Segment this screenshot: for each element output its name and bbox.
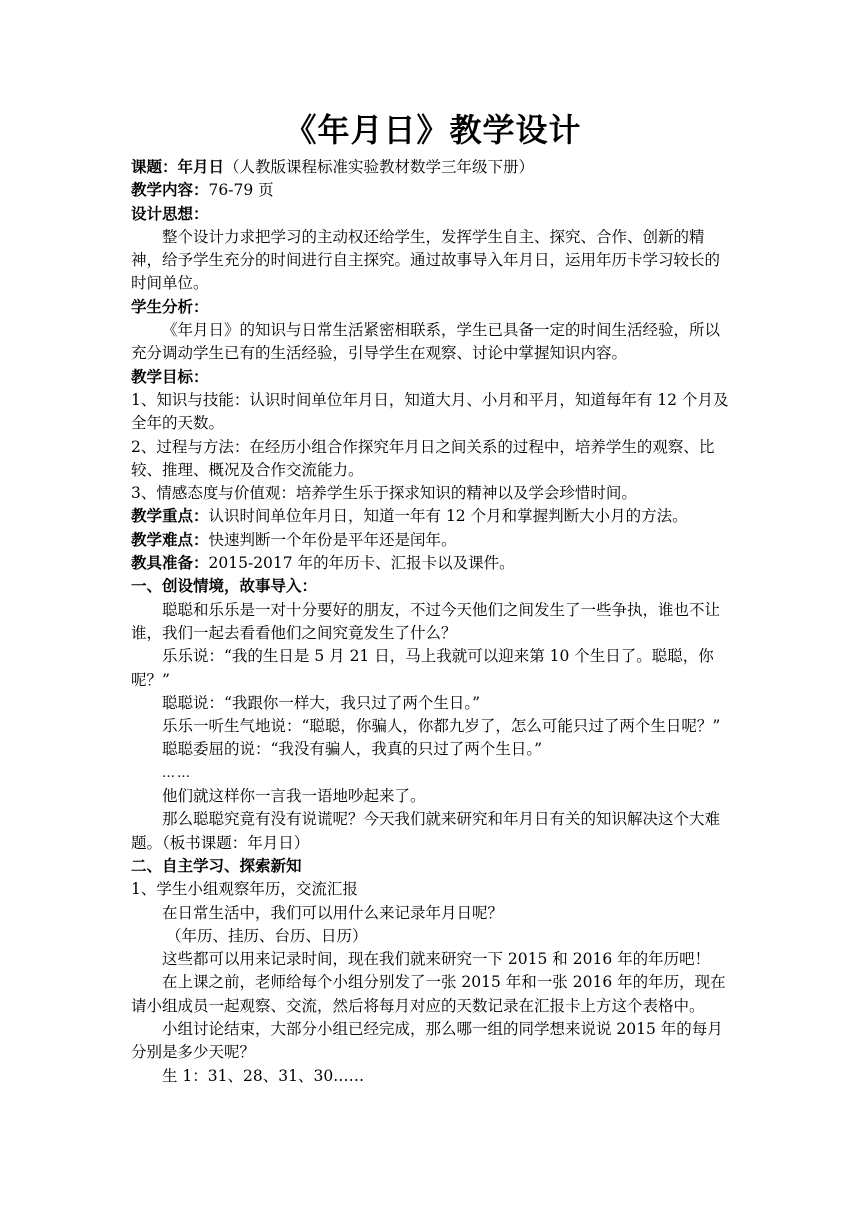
topic-text: （人教版课程标准实验教材数学三年级下册） <box>224 158 535 176</box>
story-paragraph: 那么聪聪究竟有没有说谎呢？今天我们就来研究和年月日有关的知识解决这个大难题。（板书课题：年月日） <box>131 810 721 852</box>
key-text: 认识时间单位年月日，知道一年有 12 个月和掌握判断大小月的方法。 <box>208 507 688 526</box>
design-heading: 设计思想： <box>131 204 209 223</box>
story-paragraph: 聪聪委屈的说：“我没有骗人，我真的只过了两个生日。” <box>162 740 543 759</box>
topic-line <box>131 156 735 179</box>
design-paragraph: 整个设计力求把学习的主动权还给学生，发挥学生自主、探究、合作、创新的精神，给予学生充分的时间进行自主探究。通过故事导入年月日，运用年历卡学习较长的时间单位。 <box>131 227 721 293</box>
topic-label: 课题：年月日 <box>131 158 225 176</box>
document-title: 《年月日》教学设计 <box>284 111 582 149</box>
content-line <box>131 179 735 202</box>
difficulty-line <box>131 529 735 552</box>
story-paragraph: 聪聪说：“我跟你一样大，我只过了两个生日。” <box>162 693 481 712</box>
ellipsis-line: …… <box>162 765 192 781</box>
subsection-heading: 1、学生小组观察年历，交流汇报 <box>131 880 358 899</box>
lesson-paragraph: 这些都可以用来记录时间，现在我们就来研究一下 2015 和 2016 年的年历吧！ <box>162 950 711 969</box>
content-text: 76-79 页 <box>208 181 274 200</box>
section2-heading: 二、自主学习、探索新知 <box>131 856 302 875</box>
content-label: 教学内容： <box>131 181 209 200</box>
tools-text: 2015-2017 年的年历卡、汇报卡以及课件。 <box>208 554 515 573</box>
story-paragraph: 乐乐说：“我的生日是 5 月 21 日，马上我就可以迎来第 10 个生日了。聪聪，你呢？” <box>131 647 714 689</box>
lesson-paragraph: 在日常生活中，我们可以用什么来记录年月日呢？ <box>162 903 504 922</box>
document-page <box>131 108 735 1088</box>
tools-line <box>131 552 735 575</box>
lesson-paragraph: 在上课之前，老师给每个小组分别发了一张 2015 年和一张 2016 年的年历，现在请小组成员一起观察、交流，然后将每月对应的天数记录在汇报卡上方这个表格中。 <box>131 973 726 1015</box>
lesson-paragraph: 生 1：31、28、31、30…… <box>162 1066 365 1085</box>
analysis-paragraph: 《年月日》的知识与日常生活紧密相联系，学生已具备一定的时间生活经验，所以充分调动学生已有的生活经验，引导学生在观察、讨论中掌握知识内容。 <box>131 321 721 363</box>
difficulty-text: 快速判断一个年份是平年还是闰年。 <box>208 530 457 549</box>
lesson-paragraph: （年历、挂历、台历、日历） <box>166 926 368 945</box>
story-paragraph: 聪聪和乐乐是一对十分要好的朋友，不过今天他们之间发生了一些争执，谁也不让谁，我们一起去看看他们之间究竟发生了什么？ <box>131 600 721 642</box>
goal-item: 2、过程与方法：在经历小组合作探究年月日之间关系的过程中，培养学生的观察、比较、推理、概况及合作交流能力。 <box>131 437 715 479</box>
goal-item: 1、知识与技能：认识时间单位年月日，知道大月、小月和平月，知道每年有 12 个月及全年的天数。 <box>131 390 729 433</box>
goals-heading: 教学目标： <box>131 367 209 386</box>
goal-item: 3、情感态度与价值观：培养学生乐于探求知识的精神以及学会珍惜时间。 <box>131 484 637 503</box>
story-paragraph: 他们就这样你一言我一语地吵起来了。 <box>162 787 426 806</box>
story-paragraph: 乐乐一听生气地说：“聪聪，你骗人，你都九岁了，怎么可能只过了两个生日呢？” <box>162 717 721 736</box>
tools-label: 教具准备： <box>131 554 209 573</box>
key-line <box>131 505 735 528</box>
key-label: 教学重点： <box>131 507 209 526</box>
analysis-heading: 学生分析： <box>131 297 209 316</box>
section1-heading: 一、创设情境，故事导入： <box>131 577 318 596</box>
difficulty-label: 教学难点： <box>131 530 209 549</box>
lesson-paragraph: 小组讨论结束，大部分小组已经完成，那么哪一组的同学想来说说 2015 年的每月分别是多少天呢？ <box>131 1019 723 1062</box>
